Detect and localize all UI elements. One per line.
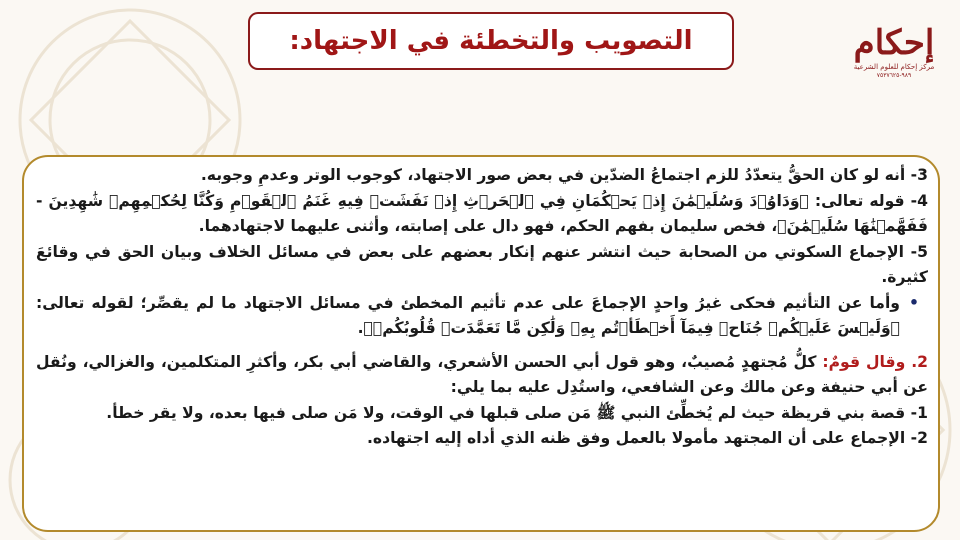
logo	[848, 24, 940, 92]
bullet-item	[36, 291, 928, 342]
section-2-heading: 2. وقال قومٌ:	[822, 352, 928, 371]
section-2	[36, 350, 928, 401]
section-2-text: كلُّ مُجتهدٍ مُصيبٌ، وهو قول أبي الحسن الأشعري، والقاضي أبي بكر، وأكثرِ المتكلمين، والغزالي، ونُقل عن أبي حنيفة وعن مالك وعن الشافعي، واستُدِل عليه بما يلي:	[36, 352, 928, 396]
logo-subline: ٩٨٩-٧٥٣٧٦٢٥	[876, 72, 912, 79]
content-body	[36, 163, 928, 452]
item-5: 5- الإجماع السكوتي من الصحابة حيث انتشر عنهم إنكار بعضهم على بعض في مسائل الخلاف وبيان الحق في وقائعَ كثيرة.	[36, 242, 928, 286]
logo-subtitle: مركز إحكام للعلوم الشرعية	[853, 63, 935, 71]
item2-1: 1- قصة بني قريظة حيث لم يُخطِّئ النبي ﷺ مَن صلى قبلها في الوقت، ولا مَن صلى فيها بعده، ولا يقر خطأ.	[106, 403, 928, 422]
bullet-icon: •	[909, 293, 919, 312]
item-3: 3- أنه لو كان الحقُّ يتعدّدُ للزم اجتماعُ الضدّين في بعض صور الاجتهاد، كوجوب الوتر وعدمِ وجوبه.	[200, 166, 928, 184]
content-box	[22, 155, 940, 532]
page-title: التصويب والتخطئة في الاجتهاد:	[289, 26, 693, 56]
bullet-text: وأما عن التأثيم فحكى غيرُ واحدٍ الإجماعَ على عدم تأثيم المخطئ في مسائل الاجتهاد ما لم يقصِّر؛ لقوله تعالى: ﴿وَلَيۡسَ عَلَيۡكُمۡ جُنَاحٞ فِيمَآ أَخۡطَأۡتُم بِهِۦ وَلَٰكِن مَّا تَعَمَّدَتۡ قُلُوبُكُمۡ﴾.	[36, 293, 900, 337]
title-box	[248, 12, 734, 70]
item2-2: 2- الإجماع على أن المجتهد مأمولا بالعمل وفق ظنه الذي أداه إليه اجتهاده.	[366, 429, 928, 447]
item-4: 4- قوله تعالى: ﴿وَدَاوُۥدَ وَسُلَيۡمَٰنَ إِذۡ يَحۡكُمَانِ فِي ٱلۡحَرۡثِ إِذۡ نَفَشَتۡ فِيهِ غَنَمُ ٱلۡقَوۡمِ وَكُنَّا لِحُكۡمِهِمۡ شَٰهِدِينَ - فَفَهَّمۡنَٰهَا سُلَيۡمَٰنَ﴾، فخص سليمان بفهم الحكم، فهو دال على إصابته، وأثنى عليهما لاجتهادهما.	[36, 191, 928, 235]
logo-mark: إحكام	[853, 23, 935, 63]
